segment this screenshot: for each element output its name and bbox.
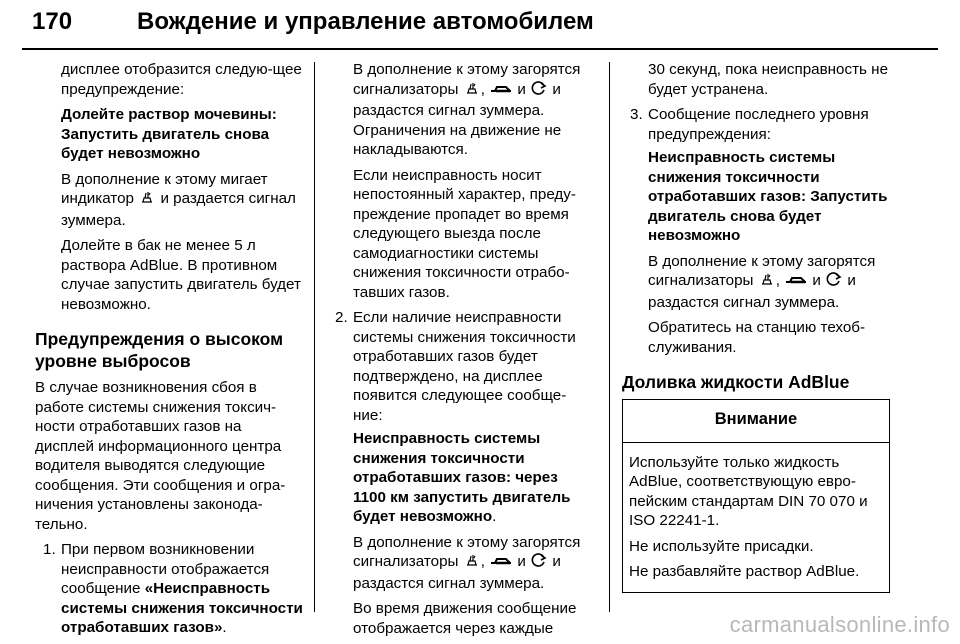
paragraph: В дополнение к этому загорятся сигнализаторы , и и раздастся сигнал зуммера. Ограничения на движение не накладываются. bbox=[353, 61, 581, 158]
paragraph: В дополнение к этому мигает индикатор и раздается сигнал зуммера. bbox=[61, 170, 296, 229]
emission-system-icon bbox=[490, 554, 512, 574]
emission-system-icon bbox=[785, 273, 807, 293]
numbered-list bbox=[622, 105, 890, 144]
column-3 bbox=[622, 60, 890, 593]
list-item: 1. При первом возникновении неисправности отображается сообщение «Неисправность системы снижения токсичности отработавших газов». bbox=[43, 541, 303, 636]
paragraph: дисплее отобразится следую-щее предупреждение: bbox=[61, 61, 302, 98]
adblue-warning-icon bbox=[139, 189, 155, 211]
engine-restart-icon bbox=[531, 80, 547, 102]
engine-restart-icon bbox=[826, 271, 842, 293]
section-heading: Доливка жидкости AdBlue bbox=[622, 372, 850, 392]
numbered-list bbox=[35, 540, 303, 638]
column-divider-1 bbox=[314, 62, 315, 612]
header-rule bbox=[22, 48, 938, 50]
paragraph: В дополнение к этому загорятся сигнализаторы , и и раздастся сигнал зуммера. bbox=[353, 533, 581, 592]
page-header bbox=[22, 6, 938, 46]
column-2 bbox=[327, 60, 593, 644]
list-item: 3. Сообщение последнего уровня предупреждения: bbox=[630, 106, 869, 143]
engine-restart-icon bbox=[531, 552, 547, 574]
paragraph: Долейте в бак не менее 5 л раствора AdBlue. В противном случае запустить двигатель будет невозможно. bbox=[61, 237, 301, 313]
paragraph: Не используйте присадки. bbox=[629, 537, 814, 555]
warning-box bbox=[622, 399, 890, 593]
emission-system-icon bbox=[490, 82, 512, 102]
adblue-warning-icon bbox=[759, 271, 775, 293]
paragraph: Обратитесь на станцию техоб-служивания. bbox=[648, 319, 866, 356]
adblue-warning-icon bbox=[464, 80, 480, 102]
warning-message: Неисправность системы снижения токсичности отработавших газов: через 1100 км запустить двигатель будет невозможно. bbox=[353, 430, 571, 525]
paragraph: Если неисправность носит непостоянный характер, преду-преждение пропадет во время следующего выезда после самодиагностики системы снижения токсичности отрабо-тавших газов. bbox=[353, 166, 576, 301]
warning-title: Внимание bbox=[623, 400, 889, 443]
numbered-list bbox=[327, 308, 593, 425]
paragraph: Используйте только жидкость AdBlue, соответствующую евро-пейским стандартам DIN 70 070 и ISO 22241-1. bbox=[629, 453, 868, 529]
warning-body bbox=[623, 443, 889, 592]
warning-message: Неисправность системы снижения токсичности отработавших газов: Запустить двигатель снова будет невозможно bbox=[648, 149, 888, 244]
page-title: Вождение и управление автомобилем bbox=[137, 8, 594, 35]
page-number: 170 bbox=[32, 8, 73, 35]
warning-message: Долейте раствор мочевины: Запустить двигатель снова будет невозможно bbox=[61, 106, 277, 162]
paragraph: Во время движения сообщение отображается через каждые bbox=[353, 600, 577, 637]
paragraph: 30 секунд, пока неисправность не будет устранена. bbox=[648, 61, 889, 98]
list-item: 2. Если наличие неисправности системы снижения токсичности отработавших газов будет подтверждено, на дисплее появится следующее сообще-ние: bbox=[335, 309, 576, 424]
column-1 bbox=[35, 60, 303, 642]
section-heading: Предупреждения о высоком уровне выбросов bbox=[35, 329, 284, 371]
column-divider-2 bbox=[609, 62, 610, 612]
paragraph: Не разбавляйте раствор AdBlue. bbox=[629, 563, 860, 580]
watermark: carmanualsonline.info bbox=[729, 612, 950, 637]
adblue-warning-icon bbox=[464, 552, 480, 574]
paragraph: В случае возникновения сбоя в работе системы снижения токсич-ности отработавших газов на дисплей информационного центра водителя выводятся следующие сообщения. Эти сообщения и огра-ничения установлены законода-тельно. bbox=[35, 379, 286, 533]
paragraph: В дополнение к этому загорятся сигнализаторы , и и раздастся сигнал зуммера. bbox=[648, 252, 876, 311]
